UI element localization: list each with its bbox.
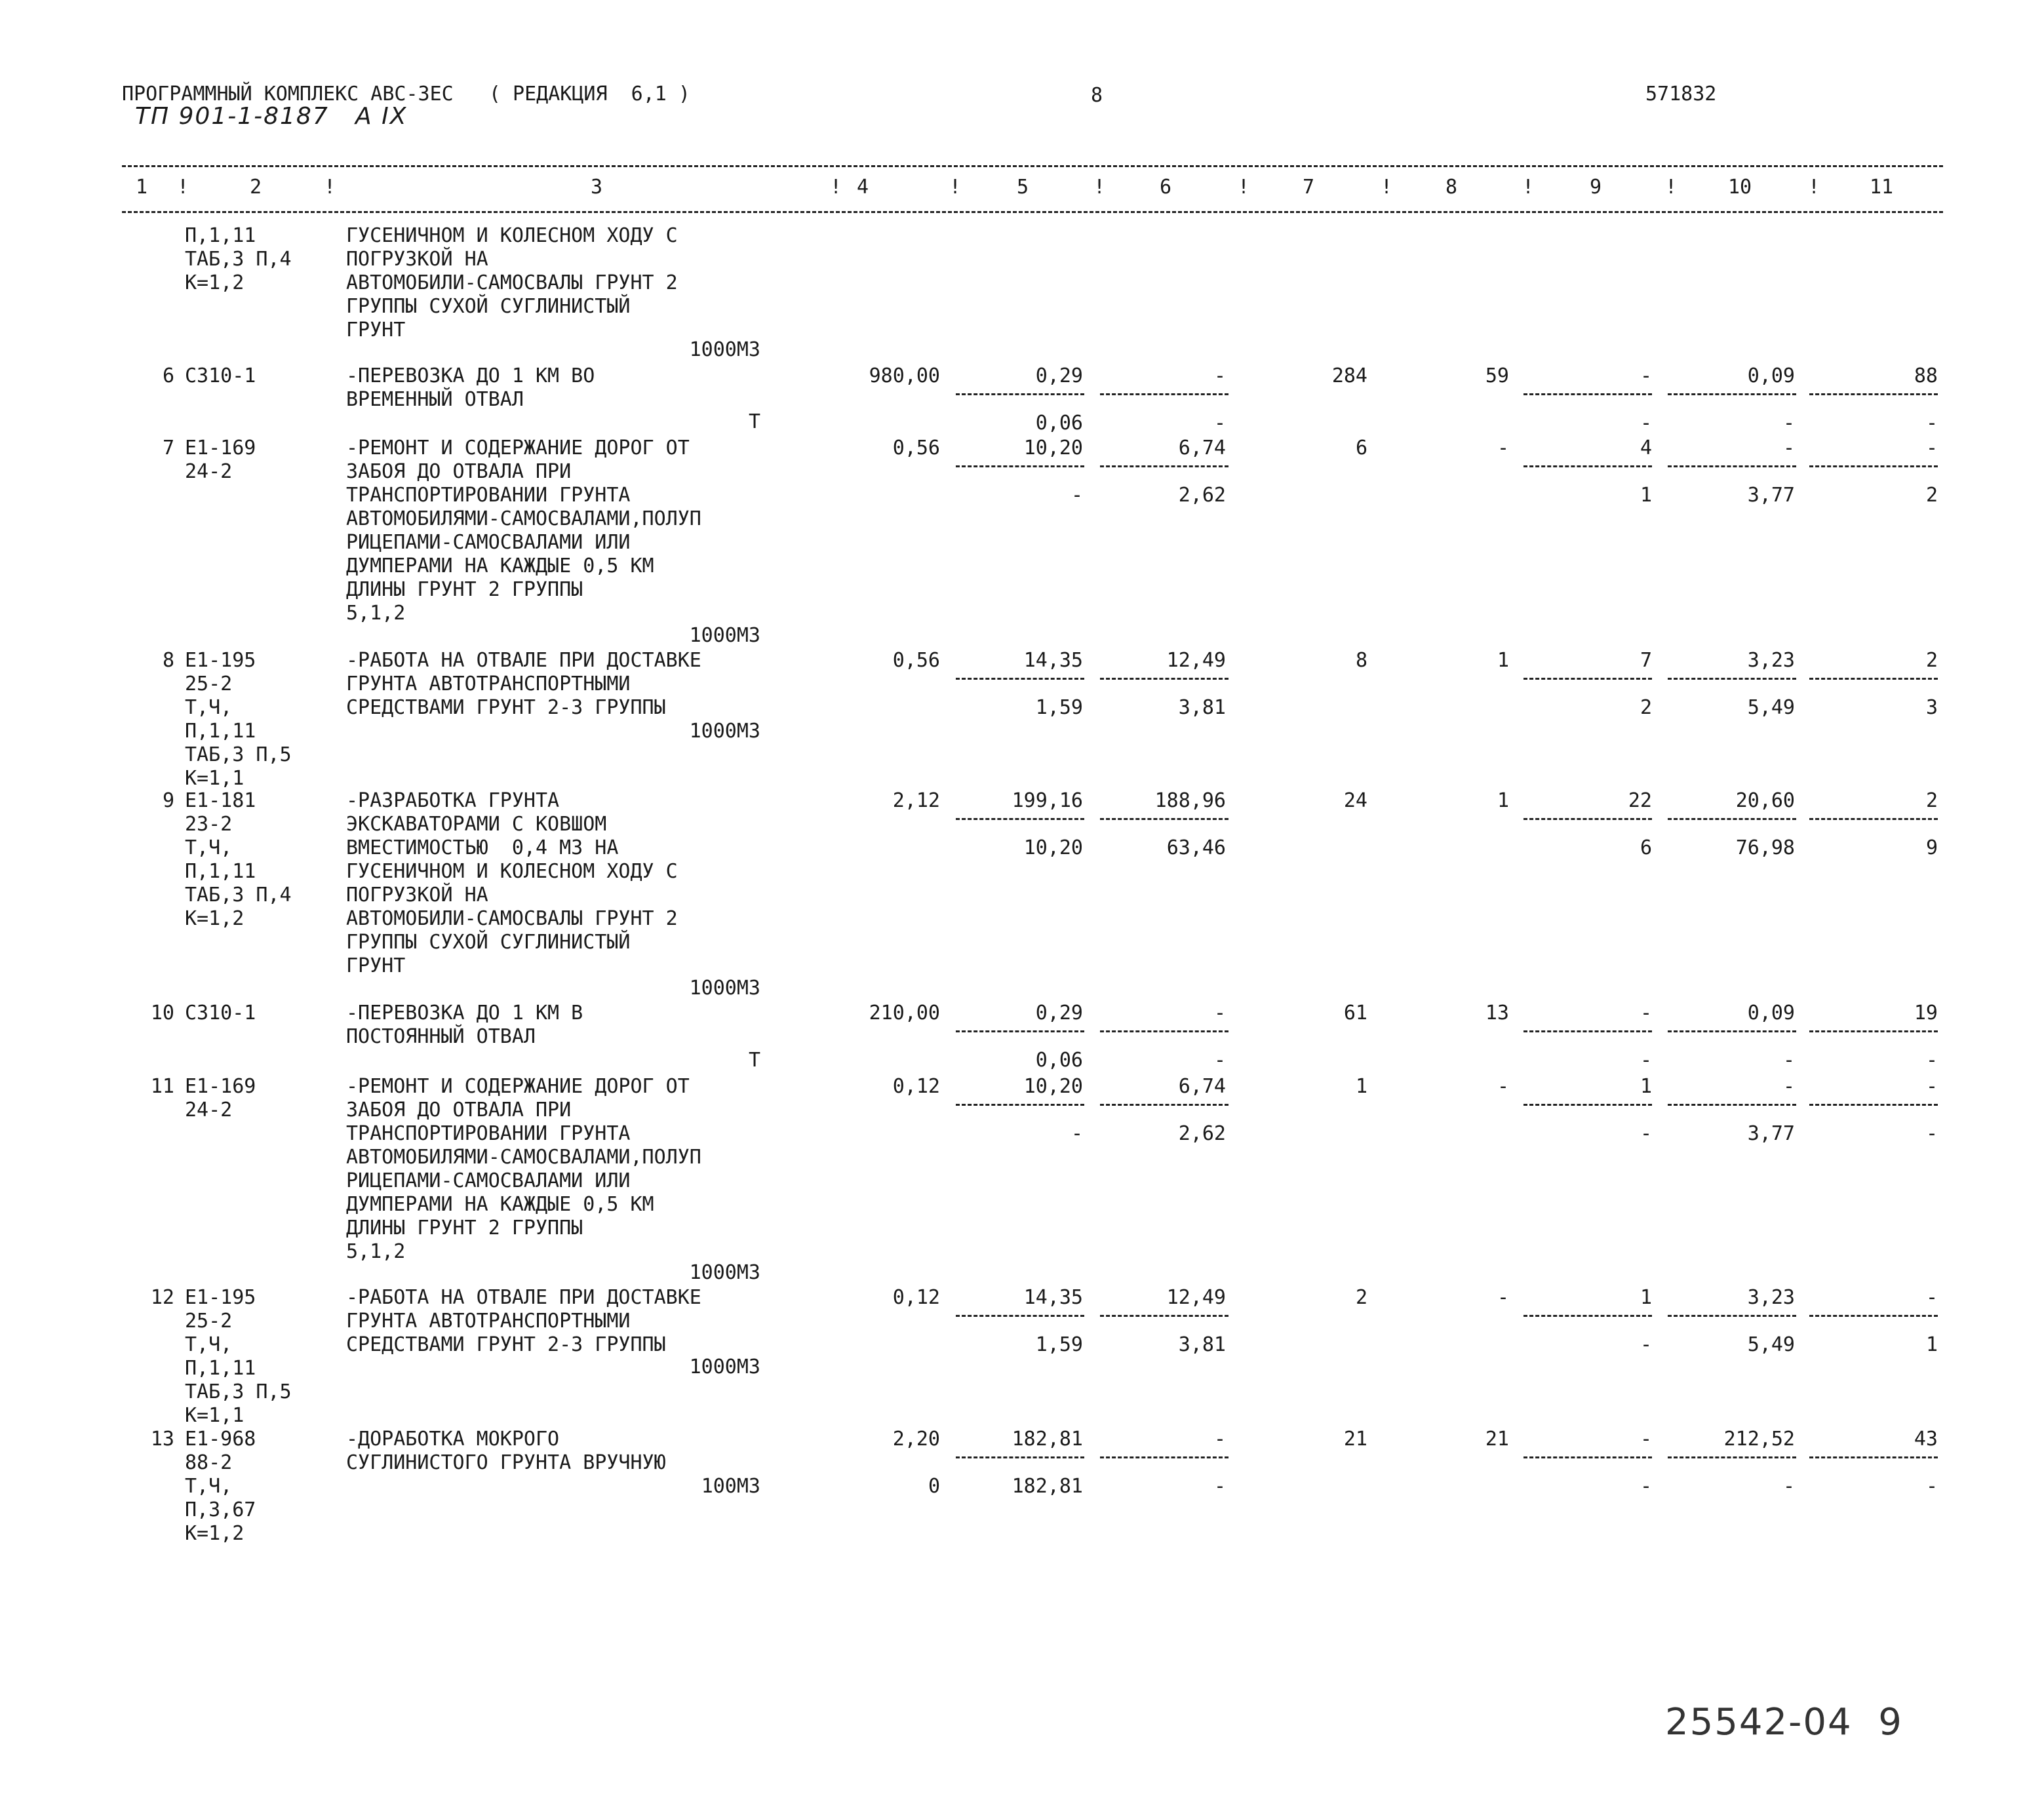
column-separator: !	[949, 176, 962, 199]
cell-c6: -	[1213, 364, 1226, 387]
row-number: 12	[150, 1286, 174, 1309]
cell-c9-lower: -	[1640, 1333, 1652, 1356]
column-separator: !	[324, 176, 336, 199]
cell-c11: -	[1925, 1075, 1938, 1098]
fraction-bar	[1668, 1104, 1796, 1106]
cell-c10-lower: 3,77	[1747, 484, 1795, 507]
cell-c7: 2	[1355, 1286, 1367, 1309]
fraction-bar	[956, 1104, 1084, 1106]
column-separator: !	[1238, 176, 1250, 199]
fraction-bar	[956, 1030, 1084, 1032]
cell-c5-lower: 10,20	[1023, 836, 1083, 859]
work-description: -ДОРАБОТКА МОКРОГО СУГЛИНИСТОГО ГРУНТА ВРУЧНУЮ	[346, 1428, 666, 1474]
column-header-7: 7	[1302, 176, 1315, 199]
cell-c9: -	[1640, 364, 1652, 387]
unit-of-measure: 1000М3	[689, 720, 760, 743]
cell-c10: 0,09	[1747, 364, 1795, 387]
cell-c10-lower: 5,49	[1747, 696, 1795, 719]
cell-c11: -	[1925, 437, 1938, 459]
column-header-2: 2	[249, 176, 262, 199]
fraction-bar	[1668, 1315, 1796, 1317]
cell-c4: 2,12	[892, 789, 940, 812]
header-rule-top	[122, 165, 1943, 167]
cell-c10-lower: 3,77	[1747, 1122, 1795, 1145]
row-number: 10	[150, 1002, 174, 1025]
project-code: ТП 901-1-8187 А IX	[135, 103, 408, 130]
column-separator: !	[1381, 176, 1393, 199]
fraction-bar	[1100, 1315, 1228, 1317]
cell-c6: 12,49	[1166, 649, 1226, 672]
cell-c6-lower: 63,46	[1166, 836, 1226, 859]
row-number: 13	[150, 1428, 174, 1451]
cell-c9: -	[1640, 1428, 1652, 1451]
fraction-bar	[1523, 465, 1652, 467]
cell-c8: 1	[1497, 789, 1509, 812]
work-description: -РАЗРАБОТКА ГРУНТА ЭКСКАВАТОРАМИ С КОВШОМ ВМЕСТИМОСТЬЮ 0,4 М3 НА ГУСЕНИЧНОМ И КОЛЕСНОМ ХОДУ С ПОГРУЗКОЙ НА АВТОМОБИЛИ-САМОСВАЛЫ ГРУНТ 2 ГРУППЫ СУХОЙ СУГЛИНИСТЫЙ ГРУНТ	[346, 789, 678, 977]
row-number: 7	[162, 437, 174, 459]
column-separator: !	[1522, 176, 1535, 199]
work-description: -ПЕРЕВОЗКА ДО 1 КМ ВО ВРЕМЕННЫЙ ОТВАЛ	[346, 364, 595, 411]
row-number: 8	[162, 649, 174, 672]
column-header-11: 11	[1869, 176, 1894, 199]
unit-of-measure: Т	[748, 1049, 760, 1072]
cell-c6: 6,74	[1178, 1075, 1226, 1098]
cell-c11-lower: 9	[1925, 836, 1938, 859]
cell-c7: 6	[1355, 437, 1367, 459]
fraction-bar	[1100, 393, 1228, 395]
fraction-bar	[1668, 1456, 1796, 1458]
cell-c11: 43	[1914, 1428, 1938, 1451]
row-number: 6	[162, 364, 174, 387]
column-separator: !	[1093, 176, 1106, 199]
column-header-3: 3	[590, 176, 603, 199]
cell-c5-lower: 1,59	[1035, 696, 1083, 719]
cell-c6-lower: -	[1213, 412, 1226, 435]
fraction-bar	[1668, 1030, 1796, 1032]
cell-c8: 13	[1485, 1002, 1509, 1025]
cell-c9-lower: -	[1640, 1475, 1652, 1498]
cell-c5: 14,35	[1023, 649, 1083, 672]
cell-c4: 0,56	[892, 649, 940, 672]
cell-c5: 199,16	[1012, 789, 1083, 812]
cell-c4: 0,56	[892, 437, 940, 459]
cell-c4: 0,12	[892, 1286, 940, 1309]
cell-c11: 2	[1925, 649, 1938, 672]
fraction-bar	[1809, 678, 1938, 680]
work-description: -ПЕРЕВОЗКА ДО 1 КМ В ПОСТОЯННЫЙ ОТВАЛ	[346, 1002, 583, 1048]
cell-c10-lower: -	[1782, 412, 1795, 435]
program-title: ПРОГРАММНЫЙ КОМПЛЕКС АВС-3ЕС ( РЕДАКЦИЯ 6,1 )	[122, 83, 690, 106]
cell-c11: -	[1925, 1286, 1938, 1309]
cell-c6-lower: -	[1213, 1049, 1226, 1072]
cell-c11: 19	[1914, 1002, 1938, 1025]
cell-c10: 212,52	[1723, 1428, 1795, 1451]
cell-c5-lower: 0,06	[1035, 412, 1083, 435]
cell-c7: 284	[1331, 364, 1367, 387]
cell-c7: 1	[1355, 1075, 1367, 1098]
cell-c8: -	[1497, 437, 1509, 459]
cell-c9-lower: -	[1640, 1049, 1652, 1072]
work-description: ГУСЕНИЧНОМ И КОЛЕСНОМ ХОДУ С ПОГРУЗКОЙ НА АВТОМОБИЛИ-САМОСВАЛЫ ГРУНТ 2 ГРУППЫ СУХОЙ СУГЛИНИСТЫЙ ГРУНТ	[346, 224, 678, 342]
fraction-bar	[1100, 1456, 1228, 1458]
document-code: 571832	[1645, 83, 1717, 106]
cell-c8: 1	[1497, 649, 1509, 672]
work-description: -РАБОТА НА ОТВАЛЕ ПРИ ДОСТАВКЕ ГРУНТА АВТОТРАНСПОРТНЫМИ СРЕДСТВАМИ ГРУНТ 2-3 ГРУППЫ	[346, 1286, 701, 1356]
column-separator: !	[830, 176, 842, 199]
column-separator: !	[1808, 176, 1820, 199]
cell-c6-lower: 3,81	[1178, 1333, 1226, 1356]
cell-c10: 20,60	[1735, 789, 1795, 812]
cell-c6-lower: 2,62	[1178, 1122, 1226, 1145]
norm-code: Е1-195 25-2 Т,Ч, П,1,11 ТАБ,3 П,5 К=1,1	[185, 649, 292, 790]
fraction-bar	[1809, 1030, 1938, 1032]
unit-of-measure: 1000М3	[689, 977, 760, 1000]
fraction-bar	[1523, 1030, 1652, 1032]
unit-of-measure: 1000М3	[689, 338, 760, 361]
cell-c11-lower: -	[1925, 412, 1938, 435]
cell-c11-lower: -	[1925, 1049, 1938, 1072]
fraction-bar	[1523, 1456, 1652, 1458]
cell-c6: 6,74	[1178, 437, 1226, 459]
fraction-bar	[1100, 465, 1228, 467]
column-separator: !	[1665, 176, 1678, 199]
fraction-bar	[1523, 1104, 1652, 1106]
cell-c5: 0,29	[1035, 1002, 1083, 1025]
cell-c9-lower: 2	[1640, 696, 1652, 719]
cell-c5-lower: 182,81	[1012, 1475, 1083, 1498]
page-number: 8	[1091, 84, 1103, 107]
fraction-bar	[1523, 678, 1652, 680]
cell-c5: 10,20	[1023, 437, 1083, 459]
fraction-bar	[1809, 1456, 1938, 1458]
unit-of-measure: 1000М3	[689, 1356, 760, 1378]
cell-c10: 3,23	[1747, 1286, 1795, 1309]
norm-code: Е1-195 25-2 Т,Ч, П,1,11 ТАБ,3 П,5 К=1,1	[185, 1286, 292, 1427]
row-number: 11	[150, 1075, 174, 1098]
cell-c4: 210,00	[869, 1002, 940, 1025]
column-separator: !	[177, 176, 189, 199]
header-rule-bottom	[122, 211, 1943, 213]
cell-c10-lower: 5,49	[1747, 1333, 1795, 1356]
work-description: -РЕМОНТ И СОДЕРЖАНИЕ ДОРОГ ОТ ЗАБОЯ ДО ОТВАЛА ПРИ ТРАНСПОРТИРОВАНИИ ГРУНТА АВТОМОБИЛЯМИ-САМОСВАЛАМИ,ПОЛУП РИЦЕПАМИ-САМОСВАЛАМИ ИЛИ ДУМПЕРАМИ НА КАЖДЫЕ 0,5 КМ ДЛИНЫ ГРУНТ 2 ГРУППЫ 5,1,2	[346, 1075, 701, 1263]
fraction-bar	[1809, 1104, 1938, 1106]
cell-c4: 2,20	[892, 1428, 940, 1451]
fraction-bar	[1809, 465, 1938, 467]
fraction-bar	[1100, 1030, 1228, 1032]
cell-c7: 61	[1343, 1002, 1367, 1025]
cell-c9: 22	[1628, 789, 1652, 812]
cell-c6: 12,49	[1166, 1286, 1226, 1309]
unit-of-measure: Т	[748, 410, 760, 433]
cell-c11-lower: 3	[1925, 696, 1938, 719]
cell-c11-lower: -	[1925, 1475, 1938, 1498]
fraction-bar	[956, 678, 1084, 680]
fraction-bar	[1100, 678, 1228, 680]
fraction-bar	[1100, 1104, 1228, 1106]
cell-c6-lower: 2,62	[1178, 484, 1226, 507]
cell-c7: 24	[1343, 789, 1367, 812]
column-header-6: 6	[1159, 176, 1172, 199]
fraction-bar	[1523, 818, 1652, 820]
cell-c5: 14,35	[1023, 1286, 1083, 1309]
fraction-bar	[1809, 393, 1938, 395]
cell-c10-lower: -	[1782, 1049, 1795, 1072]
cell-c9-lower: 1	[1640, 484, 1652, 507]
column-header-5: 5	[1016, 176, 1029, 199]
cell-c5: 0,29	[1035, 364, 1083, 387]
cell-c8: 21	[1485, 1428, 1509, 1451]
fraction-bar	[1668, 818, 1796, 820]
row-number: 9	[162, 789, 174, 812]
norm-code: С310-1	[185, 1002, 256, 1025]
norm-code: Е1-181 23-2 Т,Ч, П,1,11 ТАБ,3 П,4 К=1,2	[185, 789, 292, 930]
column-header-8: 8	[1445, 176, 1458, 199]
cell-c6-lower: 3,81	[1178, 696, 1226, 719]
cell-c10: 0,09	[1747, 1002, 1795, 1025]
unit-of-measure: 1000М3	[689, 1261, 760, 1284]
fraction-bar	[1668, 393, 1796, 395]
cell-c6: -	[1213, 1428, 1226, 1451]
cell-c5-lower: -	[1071, 484, 1083, 507]
cell-c6-lower: -	[1213, 1475, 1226, 1498]
fraction-bar	[956, 465, 1084, 467]
cell-c10-lower: -	[1782, 1475, 1795, 1498]
cell-c11-lower: -	[1925, 1122, 1938, 1145]
cell-c10: 3,23	[1747, 649, 1795, 672]
norm-code: Е1-169 24-2	[185, 1075, 256, 1122]
cell-c6: 188,96	[1154, 789, 1226, 812]
cell-c4: 0,12	[892, 1075, 940, 1098]
cell-c5-lower: -	[1071, 1122, 1083, 1145]
norm-code: П,1,11 ТАБ,3 П,4 К=1,2	[185, 224, 292, 294]
norm-code: Е1-169 24-2	[185, 437, 256, 483]
fraction-bar	[956, 1456, 1084, 1458]
fraction-bar	[1809, 818, 1938, 820]
cell-c6: -	[1213, 1002, 1226, 1025]
cell-c8: 59	[1485, 364, 1509, 387]
cell-c8: -	[1497, 1075, 1509, 1098]
column-header-9: 9	[1589, 176, 1602, 199]
cell-c7: 21	[1343, 1428, 1367, 1451]
cell-c5: 182,81	[1012, 1428, 1083, 1451]
fraction-bar	[1668, 678, 1796, 680]
cell-c10-lower: 76,98	[1735, 836, 1795, 859]
cell-c9: 1	[1640, 1075, 1652, 1098]
cell-c9: 7	[1640, 649, 1652, 672]
cell-c4: 980,00	[869, 364, 940, 387]
cell-c11: 2	[1925, 789, 1938, 812]
fraction-bar	[1809, 1315, 1938, 1317]
cell-c9: 1	[1640, 1286, 1652, 1309]
cell-c9-lower: -	[1640, 1122, 1652, 1145]
cell-c10: -	[1782, 437, 1795, 459]
fraction-bar	[1523, 1315, 1652, 1317]
fraction-bar	[1523, 393, 1652, 395]
cell-c5-lower: 1,59	[1035, 1333, 1083, 1356]
norm-code: Е1-968 88-2 Т,Ч, П,3,67 К=1,2	[185, 1428, 256, 1545]
cell-c9-lower: -	[1640, 412, 1652, 435]
cell-c8: -	[1497, 1286, 1509, 1309]
work-description: -РАБОТА НА ОТВАЛЕ ПРИ ДОСТАВКЕ ГРУНТА АВТОТРАНСПОРТНЫМИ СРЕДСТВАМИ ГРУНТ 2-3 ГРУППЫ	[346, 649, 701, 719]
cell-c9: -	[1640, 1002, 1652, 1025]
cell-c9-lower: 6	[1640, 836, 1652, 859]
handwritten-signature: 25542-04 9	[1665, 1701, 1903, 1744]
cell-c5: 10,20	[1023, 1075, 1083, 1098]
unit-of-measure: 100М3	[701, 1475, 760, 1498]
work-description: -РЕМОНТ И СОДЕРЖАНИЕ ДОРОГ ОТ ЗАБОЯ ДО ОТВАЛА ПРИ ТРАНСПОРТИРОВАНИИ ГРУНТА АВТОМОБИЛЯМИ-САМОСВАЛАМИ,ПОЛУП РИЦЕПАМИ-САМОСВАЛАМИ ИЛИ ДУМПЕРАМИ НА КАЖДЫЕ 0,5 КМ ДЛИНЫ ГРУНТ 2 ГРУППЫ 5,1,2	[346, 437, 701, 625]
cell-c5-lower: 0,06	[1035, 1049, 1083, 1072]
fraction-bar	[956, 1315, 1084, 1317]
cell-c7: 8	[1355, 649, 1367, 672]
fraction-bar	[956, 818, 1084, 820]
cell-c4-lower: 0	[928, 1475, 940, 1498]
fraction-bar	[1668, 465, 1796, 467]
fraction-bar	[956, 393, 1084, 395]
column-header-4: 4	[856, 176, 869, 199]
unit-of-measure: 1000М3	[689, 624, 760, 647]
cell-c10: -	[1782, 1075, 1795, 1098]
cell-c11-lower: 2	[1925, 484, 1938, 507]
norm-code: С310-1	[185, 364, 256, 387]
cell-c11: 88	[1914, 364, 1938, 387]
cell-c9: 4	[1640, 437, 1652, 459]
column-header-1: 1	[135, 176, 148, 199]
fraction-bar	[1100, 818, 1228, 820]
column-header-10: 10	[1727, 176, 1752, 199]
cell-c11-lower: 1	[1925, 1333, 1938, 1356]
